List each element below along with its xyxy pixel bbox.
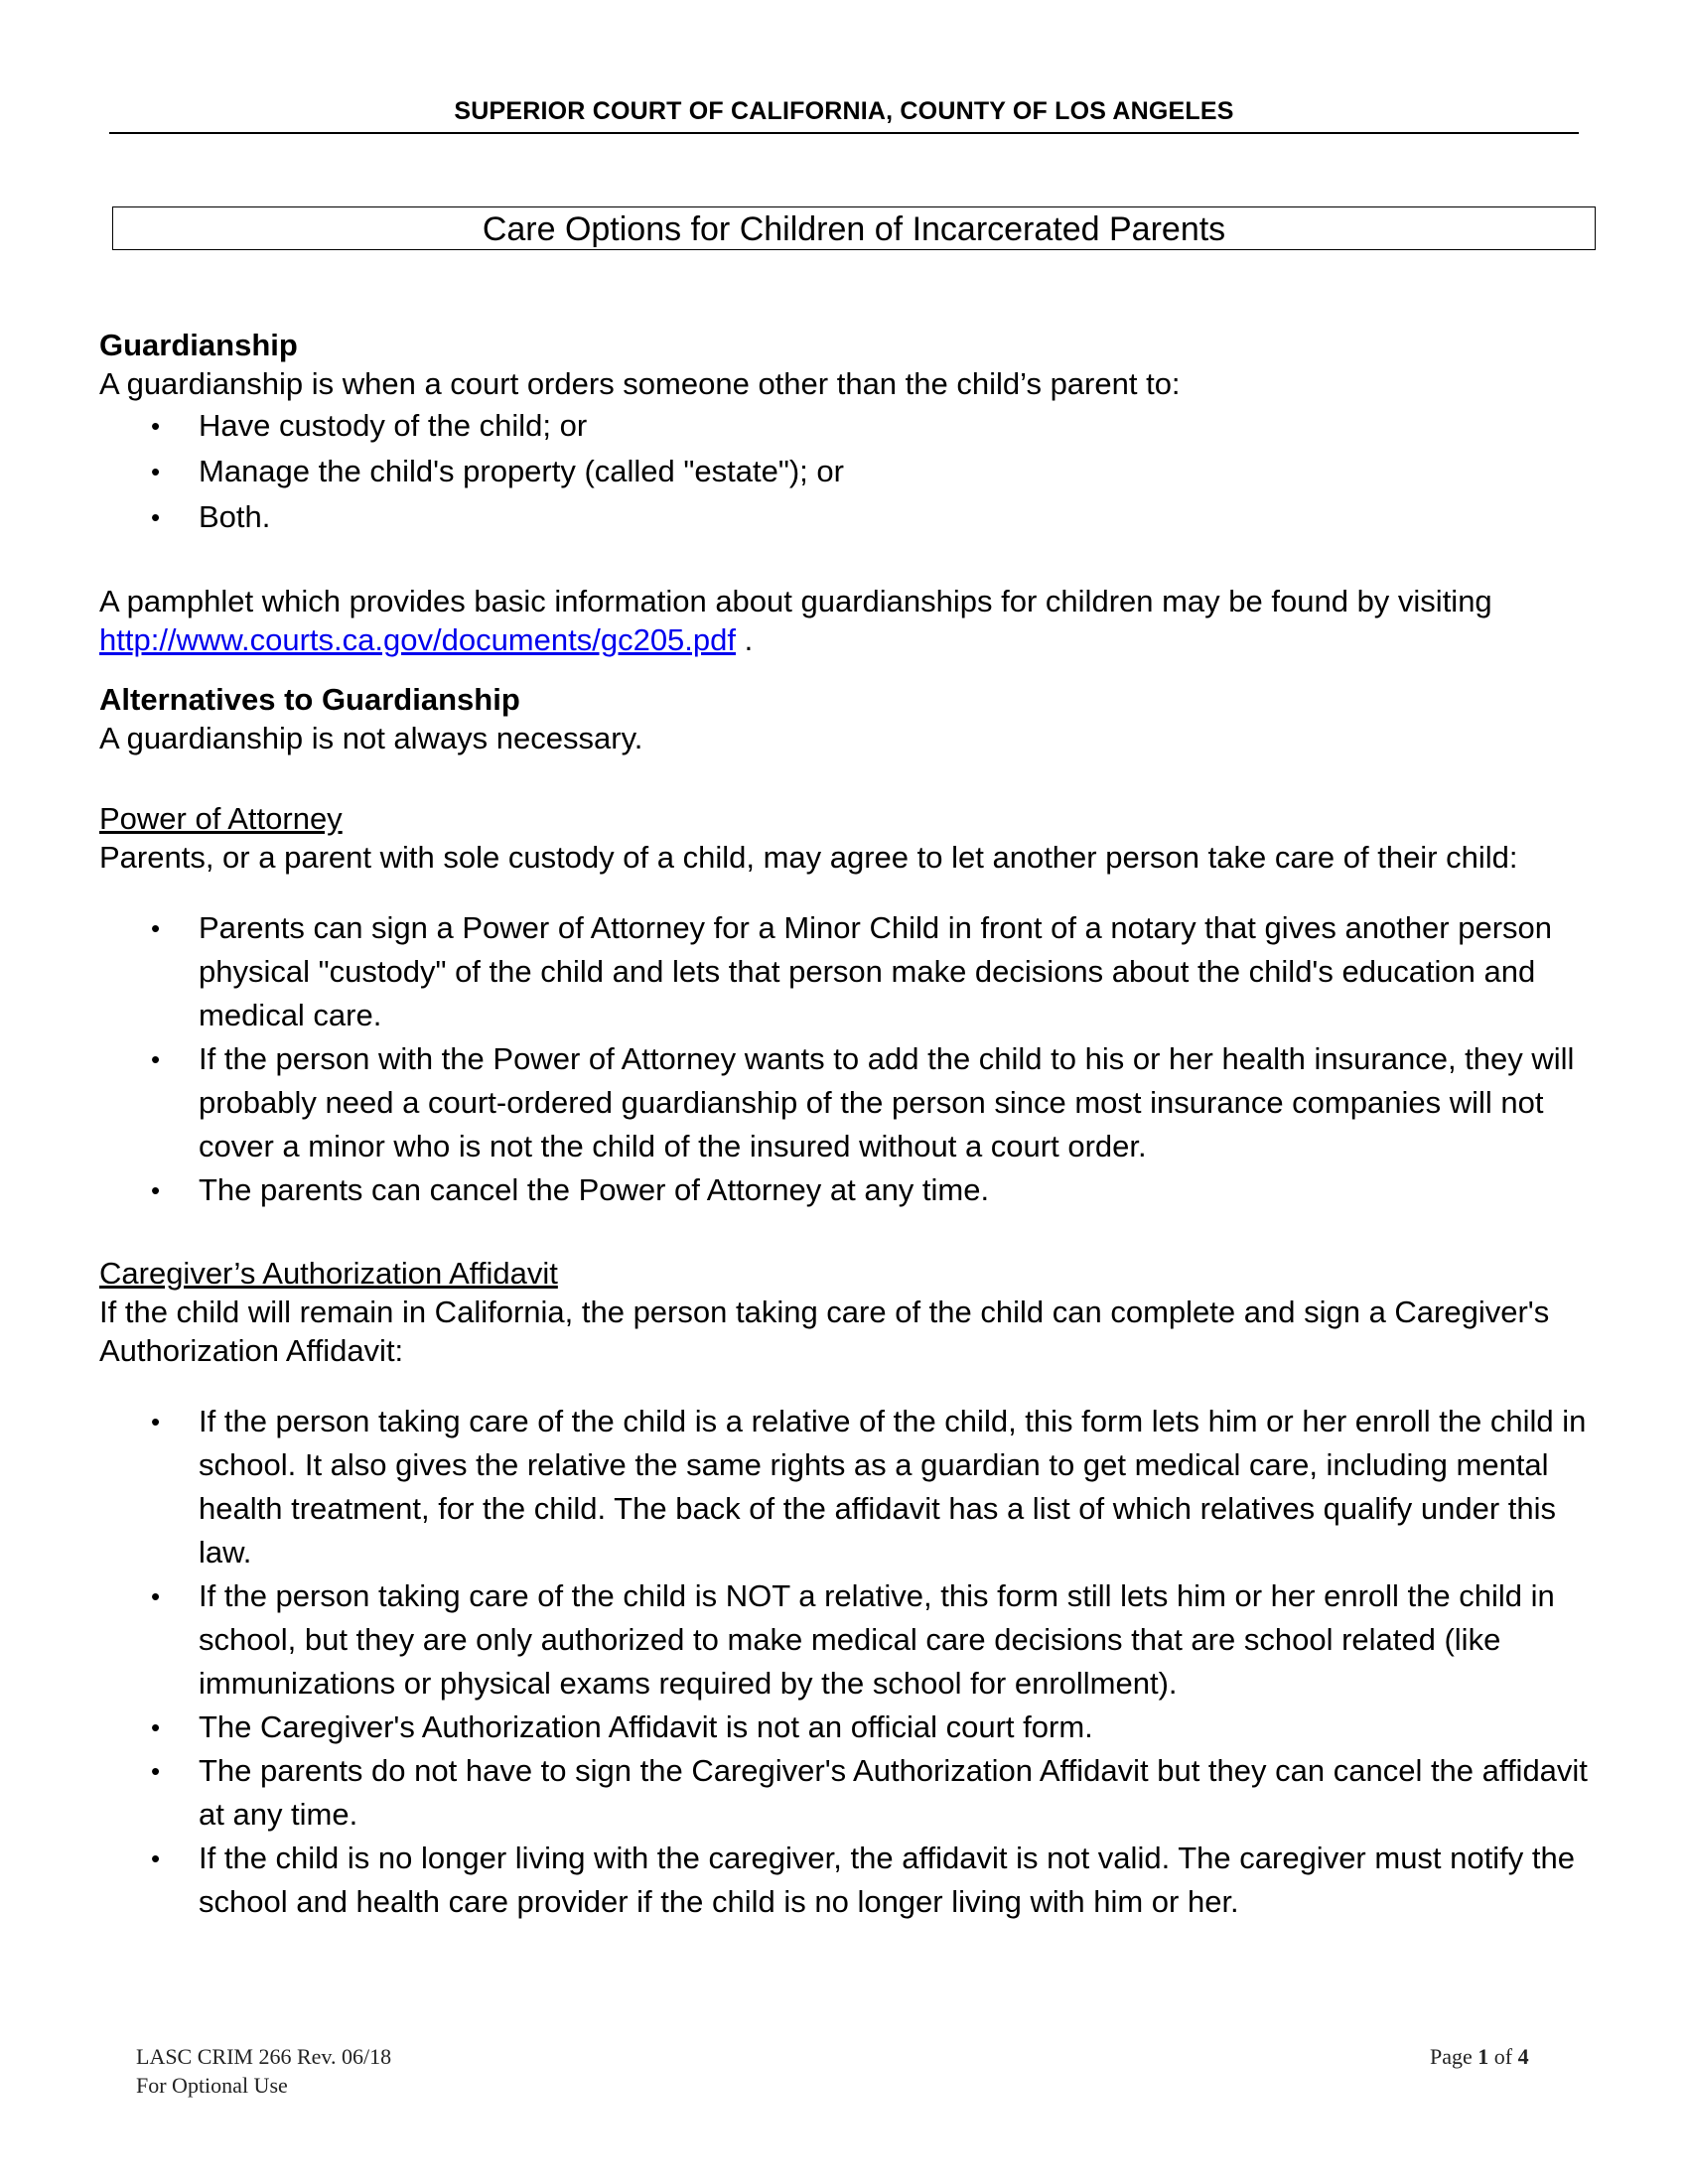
bullet-icon: • <box>151 1581 161 1611</box>
guardianship-heading: Guardianship <box>99 328 298 362</box>
guardianship-list <box>99 403 1589 540</box>
pamphlet-text: A pamphlet which provides basic information about guardianships for children may be found by visiting <box>99 584 1492 618</box>
list-item: • Have custody of the child; or <box>99 403 1589 449</box>
bullet-icon: • <box>151 1756 161 1786</box>
list-item: • The parents do not have to sign the Caregiver's Authorization Affidavit but they can cancel the affidavit at any time. <box>99 1749 1589 1837</box>
document-title: Care Options for Children of Incarcerated Parents <box>112 206 1596 250</box>
bullet-icon: • <box>151 411 161 441</box>
alternatives-heading: Alternatives to Guardianship <box>99 682 520 717</box>
caregiver-list <box>99 1400 1589 1924</box>
list-item: • Manage the child's property (called "estate"); or <box>99 449 1589 494</box>
bullet-icon: • <box>151 502 161 532</box>
power-of-attorney-heading: Power of Attorney <box>99 801 343 836</box>
page-number: 1 <box>1477 2044 1489 2069</box>
bullet-icon: • <box>151 1044 161 1074</box>
bullet-icon: • <box>151 457 161 486</box>
form-id: LASC CRIM 266 Rev. 06/18 <box>136 2044 392 2069</box>
pamphlet-paragraph <box>99 582 1589 659</box>
bullet-icon: • <box>151 1175 161 1205</box>
document-body <box>99 326 1589 1924</box>
court-header: SUPERIOR COURT OF CALIFORNIA, COUNTY OF LOS ANGELES <box>109 97 1579 134</box>
caregiver-intro: If the child will remain in California, the person taking care of the child can complete and sign a Caregiver's Authorization Affidavit: <box>99 1295 1550 1368</box>
bullet-icon: • <box>151 1712 161 1742</box>
list-item: • If the person with the Power of Attorney wants to add the child to his or her health insurance, they will probably need a court-ordered guardianship of the person since most insurance companies will not cover a minor who is not the child of the insured without a court order. <box>99 1037 1589 1168</box>
list-item: • The Caregiver's Authorization Affidavit is not an official court form. <box>99 1706 1589 1749</box>
bullet-icon: • <box>151 913 161 943</box>
list-item: • Both. <box>99 494 1589 540</box>
form-use: For Optional Use <box>136 2073 288 2098</box>
of-label: of <box>1488 2044 1518 2069</box>
page-total: 4 <box>1517 2044 1529 2069</box>
list-item: • If the person taking care of the child is NOT a relative, this form still lets him or her enroll the child in school, but they are only authorized to make medical care decisions that are school related (like immunizations or physical exams required by the school for enrollment). <box>99 1574 1589 1706</box>
list-item: • If the child is no longer living with the caregiver, the affidavit is not valid. The caregiver must notify the school and health care provider if the child is no longer living with him or her. <box>99 1837 1589 1924</box>
page-label: Page <box>1430 2044 1478 2069</box>
pamphlet-link[interactable]: http://www.courts.ca.gov/documents/gc205.pdf <box>99 622 737 657</box>
alternatives-intro: A guardianship is not always necessary. <box>99 721 643 755</box>
power-of-attorney-intro: Parents, or a parent with sole custody of a child, may agree to let another person take care of their child: <box>99 840 1518 875</box>
bullet-icon: • <box>151 1407 161 1436</box>
page-indicator <box>1430 2042 1529 2071</box>
footer-form-info <box>136 2042 391 2100</box>
list-item: • The parents can cancel the Power of Attorney at any time. <box>99 1168 1589 1212</box>
list-item: • Parents can sign a Power of Attorney for a Minor Child in front of a notary that gives another person physical "custody" of the child and lets that person make decisions about the child's education and medical care. <box>99 906 1589 1037</box>
bullet-icon: • <box>151 1843 161 1873</box>
power-of-attorney-list <box>99 906 1589 1212</box>
caregiver-heading: Caregiver’s Authorization Affidavit <box>99 1256 558 1291</box>
list-item: • If the person taking care of the child is a relative of the child, this form lets him or her enroll the child in school. It also gives the relative the same rights as a guardian to get medical care, including mental health treatment, for the child. The back of the affidavit has a list of which relatives qualify under this law. <box>99 1400 1589 1574</box>
pamphlet-end: . <box>736 622 754 657</box>
guardianship-intro: A guardianship is when a court orders someone other than the child’s parent to: <box>99 366 1181 401</box>
